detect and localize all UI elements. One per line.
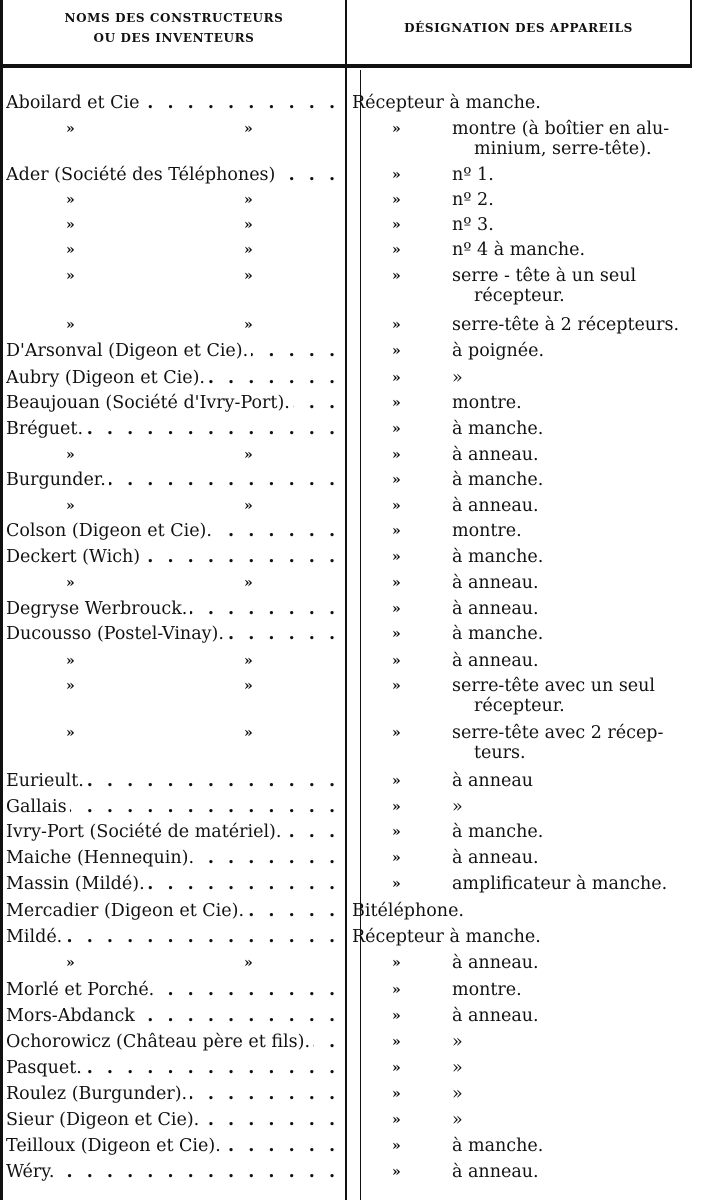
- ditto-mark: »: [392, 121, 401, 137]
- ditto-mark: »: [244, 653, 253, 669]
- device-designation-line1: à poignée.: [452, 341, 545, 361]
- device-designation-line2: récepteur.: [474, 286, 565, 306]
- device-designation-line1: à anneau.: [452, 953, 539, 973]
- constructor-name: [6, 165, 342, 185]
- device-designation: [452, 822, 700, 842]
- ditto-mark: »: [392, 370, 401, 386]
- device-designation: [452, 1084, 700, 1104]
- constructor-name-text: Ochorowicz (Château père et fils).: [6, 1032, 313, 1052]
- constructor-name-text: Morlé et Porché.: [6, 980, 157, 1000]
- device-designation: [452, 848, 700, 868]
- constructor-name-text: D'Arsonval (Digeon et Cie).: [6, 341, 251, 361]
- device-designation: [452, 547, 700, 567]
- constructor-name-text: Aubry (Digeon et Cie).: [6, 368, 208, 388]
- constructor-name-text: Ivry-Port (Société de matériel).: [6, 822, 284, 842]
- constructor-name: [6, 1136, 342, 1156]
- device-designation-line1: »: [452, 1084, 463, 1104]
- device-designation-line1: à manche.: [452, 822, 544, 842]
- device-designation-line1: nº 1.: [452, 165, 494, 185]
- constructor-name-text: Wéry.: [6, 1162, 57, 1182]
- device-designation: [452, 215, 700, 235]
- constructor-name: [6, 93, 342, 113]
- ditto-mark: »: [244, 678, 253, 694]
- device-designation-line1: montre.: [452, 521, 522, 541]
- device-designation-line1: »: [452, 368, 463, 388]
- device-designation: [452, 1058, 700, 1078]
- device-designation: [452, 797, 700, 817]
- device-designation: [452, 1006, 700, 1026]
- device-designation: [452, 393, 700, 413]
- ditto-mark: »: [392, 268, 401, 284]
- device-designation-line1: à manche.: [452, 1136, 544, 1156]
- device-designation: [452, 980, 700, 1000]
- column-divider-inner: [360, 70, 361, 1200]
- device-designation: [452, 368, 700, 388]
- device-designation-line1: nº 3.: [452, 215, 494, 235]
- ditto-mark: »: [392, 955, 401, 971]
- constructor-name-text: Sieur (Digeon et Cie).: [6, 1110, 202, 1130]
- ditto-mark: »: [244, 955, 253, 971]
- device-designation-line1: serre-tête avec 2 récep-: [452, 723, 664, 743]
- constructor-name-text: Burgunder.: [6, 470, 109, 490]
- constructor-name: [6, 927, 342, 947]
- ditto-mark: »: [392, 876, 401, 892]
- constructor-name-text: Roulez (Burgunder).: [6, 1084, 190, 1104]
- header-names-column: [3, 8, 345, 48]
- ditto-mark: »: [66, 678, 75, 694]
- header-names-line2: OU DES INVENTEURS: [93, 31, 255, 45]
- ditto-mark: »: [392, 447, 401, 463]
- constructor-name: [6, 470, 342, 490]
- device-designation: [452, 1162, 700, 1182]
- device-designation-line1: montre.: [452, 393, 522, 413]
- ditto-mark: »: [392, 523, 401, 539]
- ditto-mark: »: [66, 725, 75, 741]
- constructor-name: [6, 874, 342, 894]
- header-designation-column: DÉSIGNATION DES APPAREILS: [404, 21, 633, 35]
- device-designation: [452, 190, 700, 210]
- constructor-name: [6, 822, 342, 842]
- device-designation-line1: à manche.: [452, 624, 544, 644]
- device-designation-line1: à anneau.: [452, 848, 539, 868]
- constructor-name: [6, 980, 342, 1000]
- device-designation: [452, 165, 700, 185]
- ditto-mark: »: [392, 725, 401, 741]
- ditto-mark: »: [392, 1034, 401, 1050]
- device-designation-line1: nº 4 à manche.: [452, 240, 586, 260]
- ditto-mark: »: [392, 242, 401, 258]
- ditto-mark: »: [66, 653, 75, 669]
- ditto-mark: »: [66, 192, 75, 208]
- ditto-mark: »: [66, 268, 75, 284]
- device-designation: [452, 1136, 700, 1156]
- device-designation-line1: à anneau.: [452, 1162, 539, 1182]
- device-designation-line1: à anneau.: [452, 496, 539, 516]
- device-designation-line1: »: [452, 1058, 463, 1078]
- device-designation: [452, 341, 700, 361]
- ditto-mark: »: [392, 549, 401, 565]
- ditto-mark: »: [66, 121, 75, 137]
- constructor-name-text: Colson (Digeon et Cie).: [6, 521, 215, 541]
- device-designation: [452, 521, 700, 541]
- ditto-mark: »: [392, 601, 401, 617]
- device-designation: [452, 315, 700, 335]
- constructor-name: [6, 624, 342, 644]
- constructor-name-text: Mors-Abdanck: [6, 1006, 138, 1026]
- ditto-mark: »: [392, 217, 401, 233]
- constructor-name: [6, 1110, 342, 1130]
- constructor-name-text: Teilloux (Digeon et Cie).: [6, 1136, 224, 1156]
- device-designation-line1: à anneau.: [452, 651, 539, 671]
- ditto-mark: »: [66, 447, 75, 463]
- device-designation-line1: à anneau.: [452, 1006, 539, 1026]
- device-designation-line2: minium, serre-tête).: [474, 139, 652, 159]
- device-designation: Bitéléphone.: [352, 901, 464, 921]
- ditto-mark: »: [392, 317, 401, 333]
- constructor-name: [6, 547, 342, 567]
- constructor-name-text: Maiche (Hennequin).: [6, 848, 197, 868]
- device-designation: Récepteur à manche.: [352, 93, 541, 113]
- device-designation: [452, 445, 700, 465]
- device-designation-line1: nº 2.: [452, 190, 494, 210]
- device-designation-line1: montre.: [452, 980, 522, 1000]
- ditto-mark: »: [392, 343, 401, 359]
- constructor-name-text: Mercadier (Digeon et Cie).: [6, 901, 247, 921]
- constructor-name-text: Deckert (Wich): [6, 547, 143, 567]
- device-designation: [452, 874, 700, 894]
- constructor-name-text: Bréguet.: [6, 419, 86, 439]
- device-designation: [452, 1110, 700, 1130]
- device-designation: [452, 1032, 700, 1052]
- constructor-name: [6, 1084, 342, 1104]
- ditto-mark: »: [392, 626, 401, 642]
- ditto-mark: »: [392, 982, 401, 998]
- constructor-name-text: Eurieult.: [6, 771, 87, 791]
- ditto-mark: »: [244, 192, 253, 208]
- ditto-mark: »: [392, 799, 401, 815]
- device-designation-line1: à manche.: [452, 547, 544, 567]
- device-designation-line2: teurs.: [474, 743, 526, 763]
- ditto-mark: »: [244, 242, 253, 258]
- device-designation-line1: »: [452, 1110, 463, 1130]
- constructor-name: [6, 1058, 342, 1078]
- device-designation: [452, 676, 700, 716]
- constructor-name: [6, 1162, 342, 1182]
- ditto-mark: »: [392, 824, 401, 840]
- ditto-mark: »: [66, 242, 75, 258]
- constructor-name: [6, 599, 342, 619]
- ditto-mark: »: [392, 395, 401, 411]
- ditto-mark: »: [244, 317, 253, 333]
- device-designation-line1: à manche.: [452, 419, 544, 439]
- constructor-name: [6, 521, 342, 541]
- device-designation-line1: serre-tête à 2 récepteurs.: [452, 315, 680, 335]
- device-designation-line1: amplificateur à manche.: [452, 874, 668, 894]
- device-designation-line1: à anneau.: [452, 573, 539, 593]
- ditto-mark: »: [392, 421, 401, 437]
- constructor-name: [6, 1006, 342, 1026]
- device-designation-line1: à anneau.: [452, 599, 539, 619]
- ditto-mark: »: [392, 575, 401, 591]
- ditto-mark: »: [392, 1138, 401, 1154]
- device-designation: [452, 651, 700, 671]
- device-designation: [452, 599, 700, 619]
- device-designation: [452, 496, 700, 516]
- device-designation: [452, 624, 700, 644]
- ditto-mark: »: [392, 192, 401, 208]
- constructor-name-text: Mildé.: [6, 927, 65, 947]
- device-designation: [452, 723, 700, 763]
- ditto-mark: »: [244, 217, 253, 233]
- left-border-rule: [0, 0, 3, 1200]
- device-designation: [452, 419, 700, 439]
- device-designation: [452, 240, 700, 260]
- constructor-name: [6, 901, 342, 921]
- constructor-name: [6, 848, 342, 868]
- device-designation-line1: »: [452, 1032, 463, 1052]
- ditto-mark: »: [392, 653, 401, 669]
- ditto-mark: »: [244, 498, 253, 514]
- ditto-mark: »: [392, 1086, 401, 1102]
- ditto-mark: »: [66, 575, 75, 591]
- device-designation-line1: à anneau.: [452, 445, 539, 465]
- ditto-mark: »: [392, 850, 401, 866]
- ditto-mark: »: [244, 725, 253, 741]
- constructor-name-text: Ducousso (Postel-Vinay).: [6, 624, 227, 644]
- header-rule: [0, 64, 692, 68]
- device-designation: Récepteur à manche.: [352, 927, 541, 947]
- ditto-mark: »: [244, 575, 253, 591]
- device-designation: [452, 470, 700, 490]
- device-designation: [452, 266, 700, 306]
- right-header-rule: [690, 0, 692, 64]
- constructor-name-text: Gallais: [6, 797, 70, 817]
- column-divider: [345, 0, 347, 1200]
- ditto-mark: »: [392, 498, 401, 514]
- constructor-name-text: Pasquet.: [6, 1058, 85, 1078]
- constructor-name-text: Degryse Werbrouck.: [6, 599, 190, 619]
- ditto-mark: »: [244, 268, 253, 284]
- constructor-name: [6, 771, 342, 791]
- device-designation-line1: serre-tête avec un seul: [452, 676, 656, 696]
- ditto-mark: »: [66, 317, 75, 333]
- ditto-mark: »: [66, 955, 75, 971]
- device-designation: [452, 953, 700, 973]
- constructor-name: [6, 341, 342, 361]
- device-designation-line1: à manche.: [452, 470, 544, 490]
- ditto-mark: »: [392, 167, 401, 183]
- device-designation-line2: récepteur.: [474, 696, 565, 716]
- ditto-mark: »: [392, 472, 401, 488]
- constructor-name: [6, 419, 342, 439]
- constructor-name-text: Ader (Société des Téléphones): [6, 165, 278, 185]
- constructor-name: [6, 368, 342, 388]
- constructor-name-text: Beaujouan (Société d'Ivry-Port).: [6, 393, 293, 413]
- ditto-mark: »: [66, 217, 75, 233]
- device-designation-line1: serre - tête à un seul: [452, 266, 637, 286]
- device-designation: [452, 771, 700, 791]
- device-designation-line1: montre (à boîtier en alu-: [452, 119, 670, 139]
- ditto-mark: »: [244, 447, 253, 463]
- ditto-mark: »: [244, 121, 253, 137]
- ditto-mark: »: [392, 773, 401, 789]
- device-designation: [452, 119, 700, 159]
- device-designation-line1: à anneau: [452, 771, 534, 791]
- constructor-name: [6, 1032, 342, 1052]
- device-designation-line1: »: [452, 797, 463, 817]
- ditto-mark: »: [392, 678, 401, 694]
- constructor-name-text: Massin (Mildé).: [6, 874, 148, 894]
- ditto-mark: »: [392, 1008, 401, 1024]
- constructor-name: [6, 797, 342, 817]
- ditto-mark: »: [392, 1112, 401, 1128]
- ditto-mark: »: [392, 1164, 401, 1180]
- device-designation: [452, 573, 700, 593]
- ditto-mark: »: [392, 1060, 401, 1076]
- constructor-name: [6, 393, 342, 413]
- header-names-line1: NOMS DES CONSTRUCTEURS: [64, 11, 284, 25]
- ditto-mark: »: [66, 498, 75, 514]
- constructor-name-text: Aboilard et Cie: [6, 93, 142, 113]
